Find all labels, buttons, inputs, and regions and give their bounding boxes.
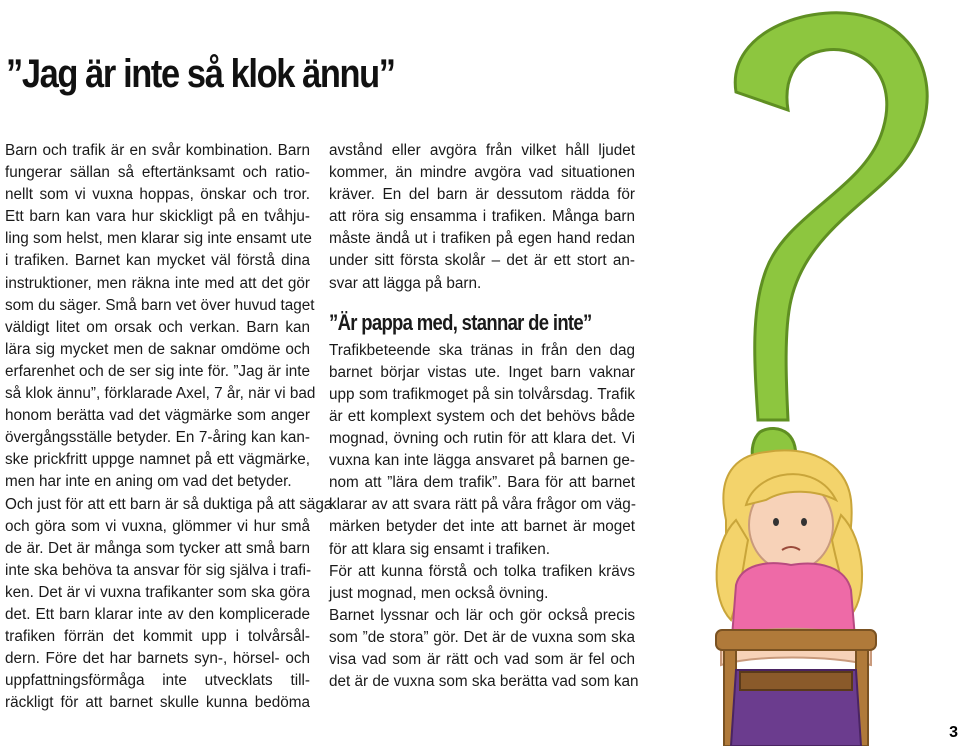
text-line: barnet börjar vistas ute. Inget barn vaknar xyxy=(329,363,635,381)
text-line: ske prickfritt uppge namnet på ett vägmärke, xyxy=(5,451,310,469)
text-line: att röra sig ensamma i trafiken. Många barn xyxy=(329,208,635,226)
text-line: kommer, än mindre avgöra vad situationen xyxy=(329,164,635,182)
left-column xyxy=(5,140,333,714)
text-line: för att klara sig ensamt i trafiken. xyxy=(329,540,551,558)
text-line: ken. Det är vi vuxna trafikanter som ska göra xyxy=(5,583,310,601)
text-line: För att kunna förstå och tolka trafiken krävs xyxy=(329,562,635,580)
text-line: nellt som vi vuxna hoppas, önskar och tror. xyxy=(5,186,310,204)
text-line: upp som trafikmoget på sin tolvårsdag. Trafik xyxy=(329,385,635,403)
text-line: Barnet lyssnar och lär och gör också precis xyxy=(329,606,635,624)
text-line: ling som helst, men klarar sig inte ensamt ute xyxy=(5,230,312,248)
text-line: just mognad, men också övning. xyxy=(329,584,549,602)
text-line: erfarenhet och de ser sig inte för. ”Jag är inte xyxy=(5,362,310,380)
text-line: kräver. En del barn är dessutom rädda för xyxy=(329,186,635,204)
right-column xyxy=(329,140,639,693)
right-column-top-text xyxy=(329,140,635,295)
chair-seat xyxy=(740,672,852,690)
text-line: lära sig mycket men de saknar omdöme och xyxy=(5,340,310,358)
text-line: det är de vuxna som ska berätta vad som kan xyxy=(329,673,639,691)
text-line: Och just för att ett barn är så duktiga på att säga xyxy=(5,495,333,513)
text-line: som du säger. Små barn vet över huvud taget xyxy=(5,296,315,314)
page-number: 3 xyxy=(949,724,958,741)
text-line: märken betyder det inte att barnet är moget xyxy=(329,518,635,536)
text-line: men har inte en aning om vad det betyder. xyxy=(5,473,292,491)
chair-back xyxy=(716,630,876,650)
question-mark-girl-illustration xyxy=(696,0,960,746)
text-line: det. Ett barn klarar inte av den komplicerade xyxy=(5,605,310,623)
text-line: som ”de stora” gör. Det är de vuxna som ska xyxy=(329,628,635,646)
text-line: klarar av att svara rätt på våra frågor om väg- xyxy=(329,496,636,514)
text-line: mognad, övning och rutin för att klara det. Vi xyxy=(329,430,635,448)
text-line: under sitt första skolår – det är ett stort an- xyxy=(329,252,635,270)
subheading: ”Är pappa med, stannar de inte” xyxy=(329,309,592,335)
text-line: inte ska behöva ta ansvar för sig själva i trafi- xyxy=(5,561,312,579)
text-line: de är. Det är många som tycker att små barn xyxy=(5,539,310,557)
text-line: i trafiken. Barnet kan mycket väl förstå dina xyxy=(5,252,310,270)
text-line: trafiken förrän det kommit upp i tolvårsål- xyxy=(5,628,310,646)
text-line: så klok ännu”, förklarade Axel, 7 år, när vi bad xyxy=(5,385,316,403)
text-line: Trafikbeteende ska tränas in från den dag xyxy=(329,341,635,359)
text-line: måste ändå ut i trafiken på egen hand redan xyxy=(329,230,635,248)
text-line: nom att ”lära dem trafik”. Bara för att barnet xyxy=(329,474,635,492)
text-line: är ett komplext system och det behövs både xyxy=(329,407,635,425)
question-mark-icon xyxy=(735,13,927,420)
text-line: Barn och trafik är en svår kombination. Barn xyxy=(5,142,310,159)
text-line: svar att lägga på barn. xyxy=(329,274,482,292)
text-line: instruktioner, men räkna inte med att det gör xyxy=(5,274,310,292)
text-line: uppfattningsförmåga inte utvecklats till- xyxy=(5,672,310,690)
text-line: visa vad som är rätt och vad som är fel och xyxy=(329,650,635,668)
text-line: avstånd eller avgöra från vilket håll ljudet xyxy=(329,142,635,159)
right-column-bottom-text xyxy=(329,340,639,694)
text-line: övergångsställe betyder. En 7-åring kan kan- xyxy=(5,429,310,447)
page-title: ”Jag är inte så klok ännu” xyxy=(6,52,395,96)
text-line: honom berätta vad det vägmärke som anger xyxy=(5,407,310,425)
text-line: och göra som vi vuxna, glömmer vi hur små xyxy=(5,517,310,535)
text-line: Ett barn kan vara hur skickligt på en tvåhju- xyxy=(5,208,310,226)
text-line: dern. Före det har barnets syn-, hörsel- och xyxy=(5,650,310,668)
eye-left xyxy=(773,518,779,526)
eye-right xyxy=(801,518,807,526)
text-line: väldigt litet om orsak och verkan. Barn kan xyxy=(5,318,310,336)
text-line: räckligt för att barnet skulle kunna bedöma xyxy=(5,694,310,712)
text-line: vuxna kan inte lägga ansvaret på barnen ge- xyxy=(329,452,635,470)
text-line: fungerar sällan så eftertänksamt och ratio- xyxy=(5,164,310,182)
